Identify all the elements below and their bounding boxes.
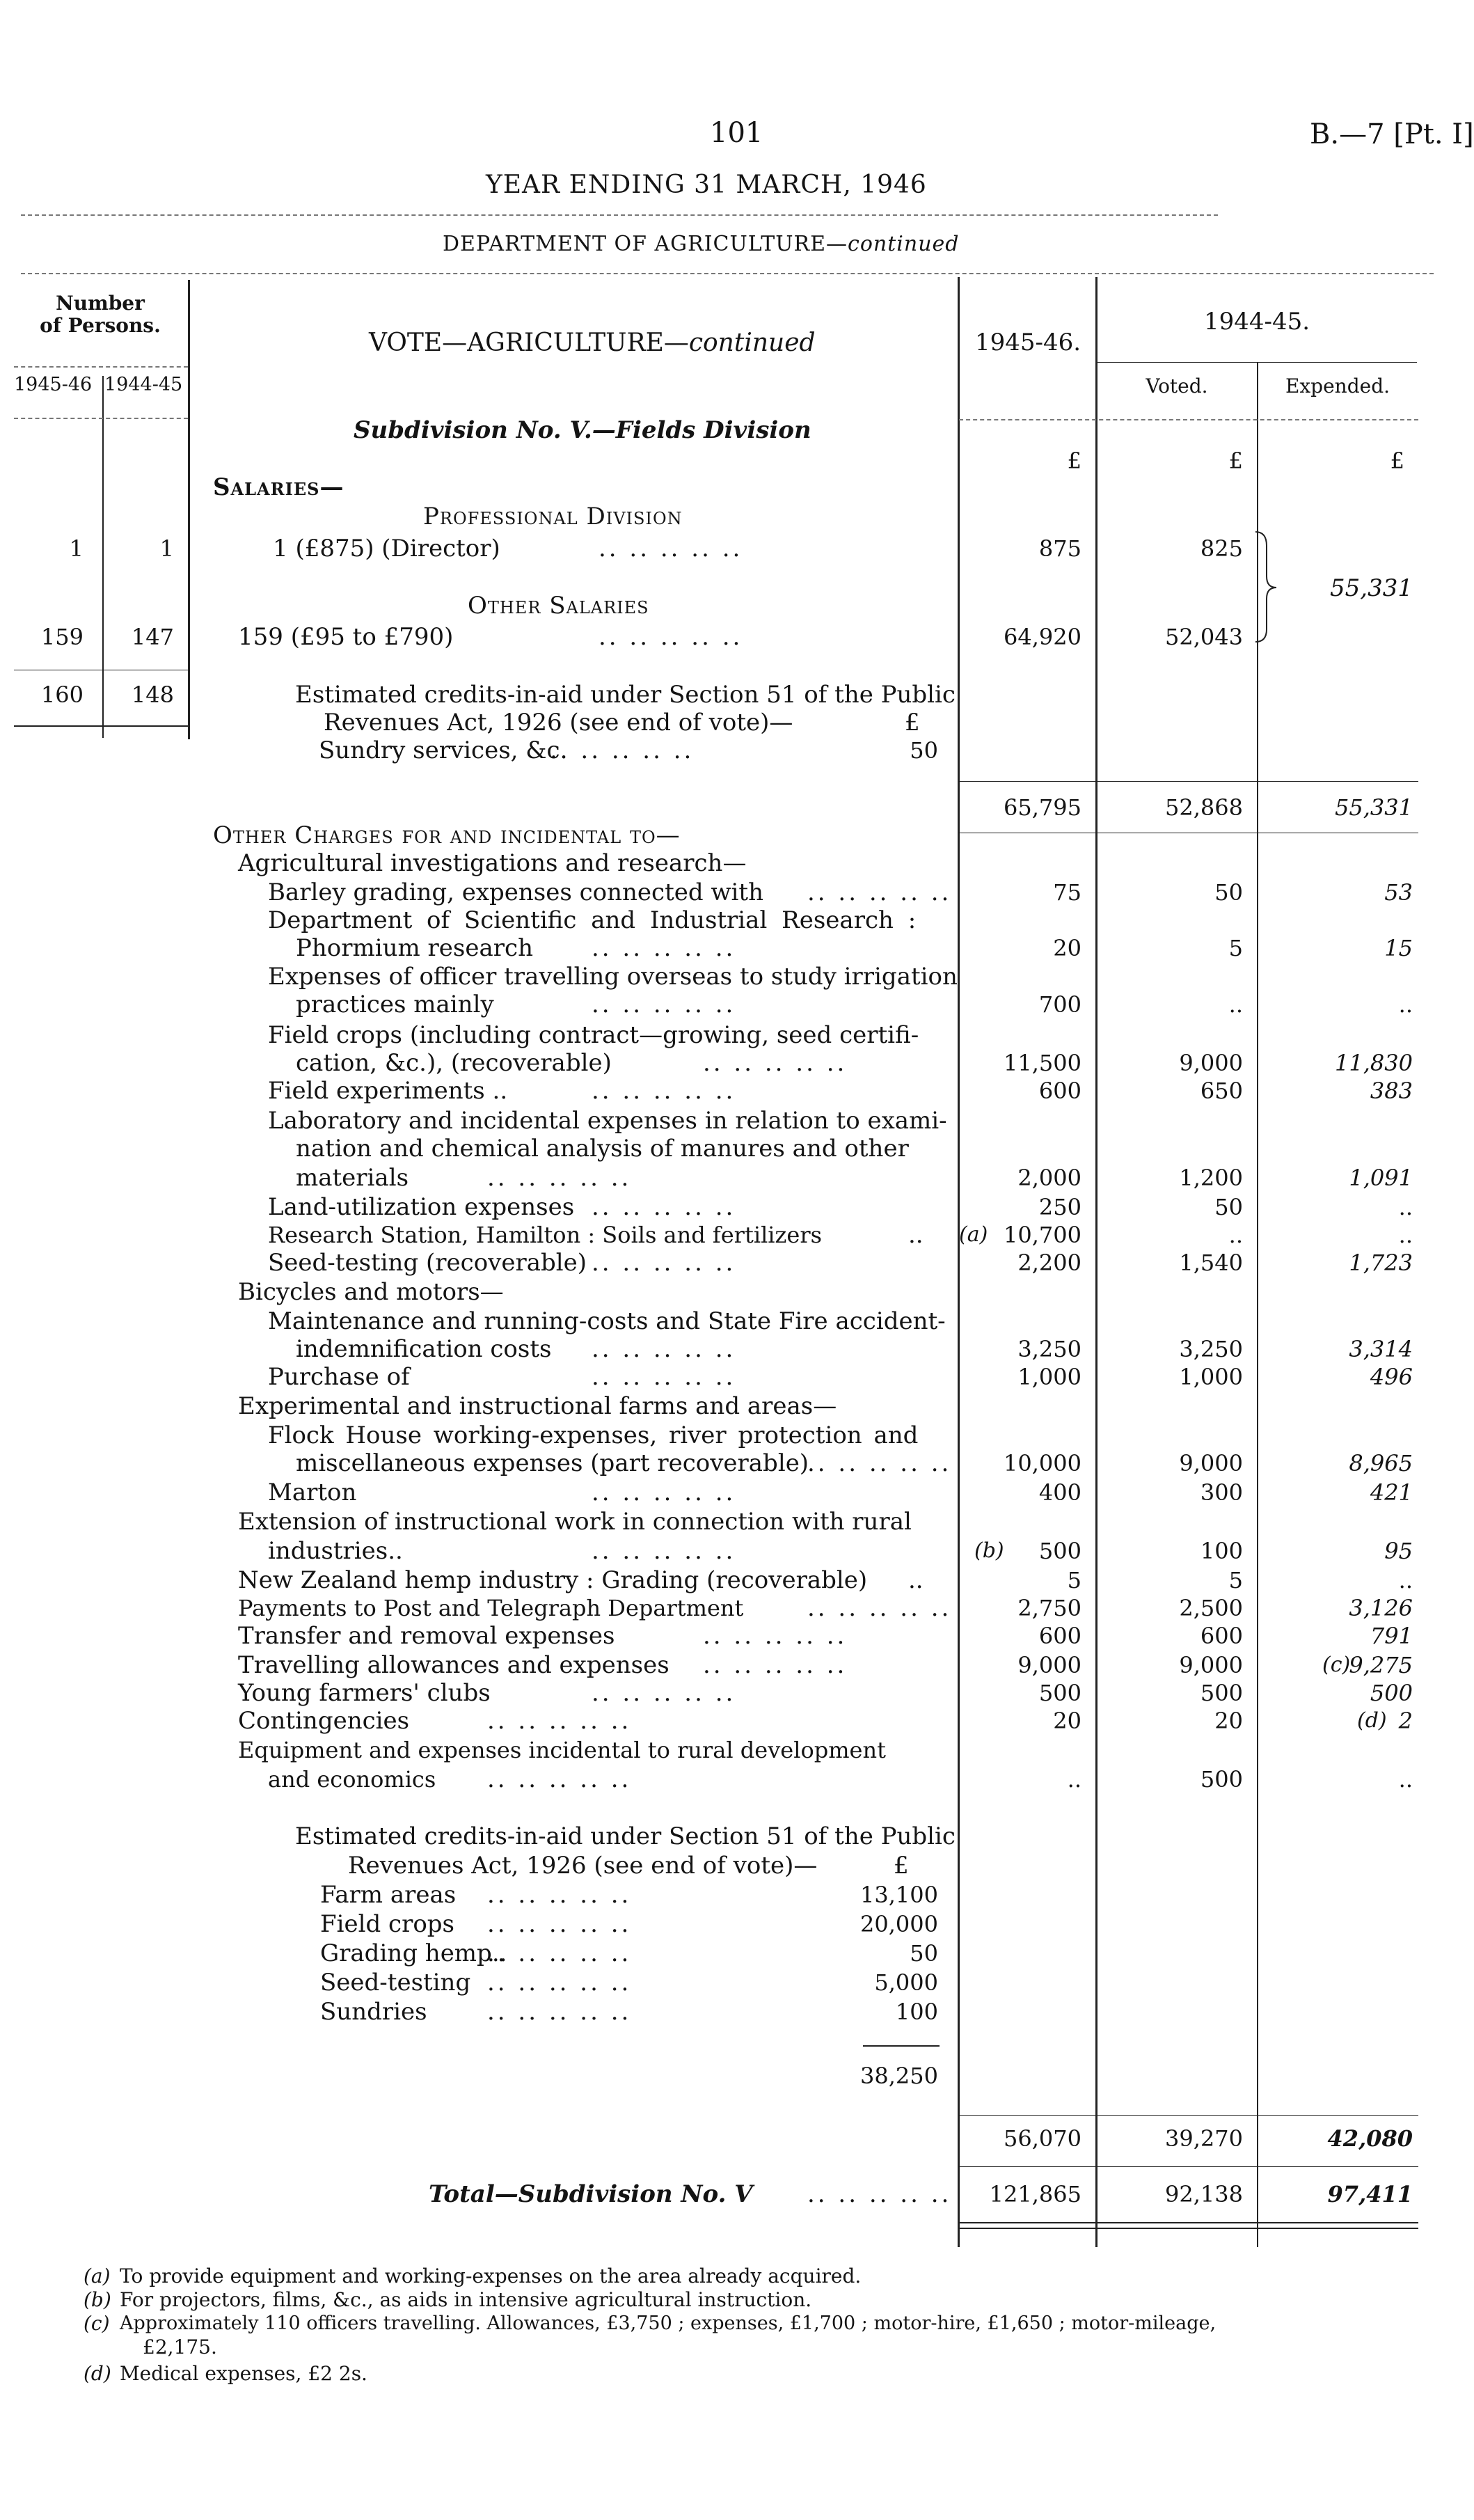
field-experiments-estimate: 600 bbox=[1038, 1078, 1081, 1104]
other-salaries-estimate: 64,920 bbox=[1004, 624, 1081, 650]
voted-currency: £ bbox=[1228, 448, 1243, 474]
total-estimate: 121,865 bbox=[989, 2181, 1081, 2207]
dot-leader: .. .. .. .. .. bbox=[592, 1537, 736, 1565]
total-persons-1944: 148 bbox=[131, 682, 174, 708]
dot-leader: .. .. .. .. .. bbox=[550, 737, 695, 764]
footnote-c-text: Approximately 110 officers travelling. Allowances, £3,750 ; expenses, £1,700 ; motor-hire, £1,650 ; motor-mileage, bbox=[120, 2313, 1217, 2334]
laboratory-expended: 1,091 bbox=[1349, 1165, 1413, 1191]
credit-farm-areas-label: Farm areas bbox=[320, 1881, 457, 1909]
purchase-expended: 496 bbox=[1370, 1364, 1413, 1390]
travelling-estimate: 9,000 bbox=[1017, 1652, 1081, 1678]
barley-estimate: 75 bbox=[1053, 879, 1081, 906]
dot-leader: .. .. .. .. .. bbox=[487, 1939, 632, 1967]
post-telegraph-label: Payments to Post and Telegraph Department bbox=[238, 1595, 744, 1621]
footnote-c-continuation: £2,175. bbox=[143, 2336, 217, 2358]
vote-heading-text: VOTE—AGRICULTURE— bbox=[369, 329, 689, 357]
travelling-expended: 9,275 bbox=[1349, 1652, 1413, 1678]
field-crops-voted: 9,000 bbox=[1179, 1050, 1243, 1076]
transfer-estimate: 600 bbox=[1038, 1623, 1081, 1649]
persons-year-2: 1944-45 bbox=[104, 374, 183, 395]
extension-voted: 100 bbox=[1200, 1538, 1243, 1564]
dot-leader: .. .. .. .. .. bbox=[592, 991, 736, 1018]
persons-divider bbox=[102, 376, 104, 738]
dot-leader: .. .. .. .. .. bbox=[599, 623, 743, 651]
charges-credits-line-1: Estimated credits-in-aid under Section 51 of the Public bbox=[295, 1822, 956, 1850]
document-reference: B.—7 [Pt. I] bbox=[1310, 118, 1474, 150]
subdivision-title: Subdivision No. V.—Fields Division bbox=[354, 416, 811, 444]
extension-expended: 95 bbox=[1384, 1538, 1413, 1564]
expended-currency: £ bbox=[1390, 448, 1404, 474]
flock-house-estimate: 10,000 bbox=[1004, 1450, 1081, 1476]
dot-leader: .. .. .. .. .. bbox=[592, 1479, 736, 1506]
contingencies-estimate: 20 bbox=[1053, 1708, 1081, 1734]
dot-leader: .. .. .. .. .. bbox=[592, 934, 736, 962]
maintenance-estimate: 3,250 bbox=[1017, 1336, 1081, 1362]
equipment-label-line-1: Equipment and expenses incidental to rural development bbox=[238, 1737, 886, 1763]
equipment-label-line-2: and economics bbox=[268, 1766, 436, 1793]
maintenance-expended: 3,314 bbox=[1349, 1336, 1413, 1362]
persons-bottom-rule bbox=[14, 725, 188, 727]
research-station-note: (a) bbox=[959, 1222, 988, 1247]
previous-year-rule bbox=[1097, 362, 1417, 363]
research-station-label: Research Station, Hamilton : Soils and fertilizers bbox=[268, 1222, 823, 1248]
equipment-estimate: .. bbox=[1067, 1766, 1081, 1793]
total-bottom-rule-2 bbox=[959, 2228, 1418, 2229]
equipment-voted: 500 bbox=[1200, 1766, 1243, 1793]
credit-field-crops-value: 20,000 bbox=[860, 1911, 938, 1937]
total-bottom-rule-1 bbox=[959, 2222, 1418, 2223]
header-rule bbox=[21, 214, 1218, 216]
other-salaries-voted: 52,043 bbox=[1165, 624, 1243, 650]
dot-leader: .. .. .. .. .. bbox=[592, 1363, 736, 1391]
extension-label-line-2: industries.. bbox=[268, 1537, 403, 1565]
flock-house-expended: 8,965 bbox=[1349, 1450, 1413, 1476]
department-title bbox=[443, 232, 959, 256]
dsir-voted: 5 bbox=[1228, 935, 1243, 961]
dot-leader: .. bbox=[908, 1566, 924, 1594]
marton-label: Marton bbox=[268, 1479, 357, 1506]
footnote-c-mark: (c) bbox=[84, 2312, 110, 2335]
persons-years-rule bbox=[14, 418, 188, 419]
credit-field-crops-label: Field crops bbox=[320, 1910, 455, 1938]
marton-voted: 300 bbox=[1200, 1479, 1243, 1506]
overseas-travel-label-line-2: practices mainly bbox=[296, 991, 494, 1018]
dot-leader: .. .. .. .. .. bbox=[487, 1707, 632, 1735]
footnote-b-text: For projectors, films, &c., as aids in intensive agricultural instruction. bbox=[120, 2288, 812, 2311]
charges-credits-line-2: Revenues Act, 1926 (see end of vote)— bbox=[348, 1852, 818, 1880]
dot-leader: .. .. .. .. .. bbox=[703, 1049, 848, 1077]
credit-sundries-label: Sundries bbox=[320, 1998, 427, 2026]
seed-testing-expended: 1,723 bbox=[1349, 1250, 1413, 1276]
persons-header-line-2: of Persons. bbox=[40, 314, 161, 337]
expended-header: Expended. bbox=[1285, 375, 1390, 397]
equipment-expended: .. bbox=[1398, 1766, 1413, 1793]
dot-leader: .. .. .. .. .. bbox=[487, 1881, 632, 1909]
land-utilization-estimate: 250 bbox=[1038, 1194, 1081, 1220]
director-voted: 825 bbox=[1200, 535, 1243, 562]
credit-seed-testing-label: Seed-testing bbox=[320, 1969, 471, 1997]
overseas-travel-label-line-1: Expenses of officer travelling overseas to study irrigation bbox=[268, 963, 958, 991]
dot-leader: .. .. .. .. .. bbox=[592, 1077, 736, 1105]
laboratory-estimate: 2,000 bbox=[1017, 1165, 1081, 1191]
director-estimate: 875 bbox=[1038, 535, 1081, 562]
dsir-expended: 15 bbox=[1384, 935, 1413, 961]
laboratory-label-line-2: nation and chemical analysis of manures and other bbox=[296, 1135, 909, 1163]
salaries-subtotal-voted: 52,868 bbox=[1165, 794, 1243, 821]
land-utilization-label: Land-utilization expenses bbox=[268, 1193, 575, 1221]
flock-house-label-line-2: miscellaneous expenses (part recoverable) bbox=[296, 1449, 809, 1477]
purchase-estimate: 1,000 bbox=[1017, 1364, 1081, 1390]
credit-grading-hemp-label: Grading hemp.. bbox=[320, 1939, 507, 1967]
credit-seed-testing-value: 5,000 bbox=[874, 1969, 938, 1996]
column-header-rule bbox=[959, 419, 1418, 420]
footnote-d-mark: (d) bbox=[84, 2362, 111, 2385]
farms-group-heading: Experimental and instructional farms and areas— bbox=[238, 1392, 837, 1420]
field-crops-estimate: 11,500 bbox=[1004, 1050, 1081, 1076]
dot-leader: .. .. .. .. .. bbox=[599, 535, 743, 562]
salaries-heading: Salaries— bbox=[213, 473, 344, 501]
extension-note: (b) bbox=[974, 1538, 1004, 1563]
barley-expended: 53 bbox=[1384, 879, 1413, 906]
field-experiments-expended: 383 bbox=[1370, 1078, 1413, 1104]
post-telegraph-voted: 2,500 bbox=[1179, 1595, 1243, 1621]
dot-leader: .. .. .. .. .. bbox=[487, 1164, 632, 1192]
other-salaries-label: 159 (£95 to £790) bbox=[238, 623, 454, 651]
dot-leader: .. .. .. .. .. bbox=[487, 1765, 632, 1793]
hemp-expended: .. bbox=[1398, 1567, 1413, 1593]
seed-testing-estimate: 2,200 bbox=[1017, 1250, 1081, 1276]
estimate-currency: £ bbox=[1067, 448, 1081, 474]
laboratory-label-line-1: Laboratory and incidental expenses in relation to exami- bbox=[268, 1107, 947, 1135]
sundry-value: 50 bbox=[910, 737, 938, 764]
persons-header bbox=[14, 292, 187, 337]
salaries-subtotal-rule bbox=[959, 781, 1418, 782]
vote-heading-continued: continued bbox=[688, 329, 816, 357]
land-utilization-expended: .. bbox=[1398, 1194, 1413, 1220]
footnote-a-mark: (a) bbox=[84, 2265, 111, 2287]
young-farmers-label: Young farmers' clubs bbox=[238, 1679, 491, 1707]
field-crops-label-line-1: Field crops (including contract—growing, seed certifi- bbox=[268, 1021, 919, 1049]
dot-leader: .. .. .. .. .. bbox=[592, 1193, 736, 1221]
department-rule bbox=[21, 273, 1434, 274]
dot-leader: .. .. .. .. .. bbox=[807, 1594, 952, 1622]
laboratory-label-line-3: materials bbox=[296, 1164, 409, 1192]
total-top-rule bbox=[959, 2166, 1418, 2167]
marton-estimate: 400 bbox=[1038, 1479, 1081, 1506]
maintenance-label-line-2: indemnification costs bbox=[296, 1335, 552, 1363]
department-name: DEPARTMENT OF AGRICULTURE— bbox=[443, 232, 848, 256]
flock-house-label-line-1: Flock House working-expenses, river protection and bbox=[268, 1422, 919, 1449]
transfer-voted: 600 bbox=[1200, 1623, 1243, 1649]
contingencies-expended: 2 bbox=[1398, 1708, 1413, 1734]
other-charges-heading: Other Charges for and incidental to— bbox=[213, 821, 681, 849]
credits-total-rule bbox=[863, 2045, 940, 2047]
research-station-voted: .. bbox=[1228, 1222, 1243, 1248]
footnote-b-mark: (b) bbox=[84, 2288, 111, 2311]
previous-year-header: 1944-45. bbox=[1203, 308, 1310, 336]
charges-subtotal-expended: 42,080 bbox=[1327, 2125, 1413, 2152]
transfer-expended: 791 bbox=[1370, 1623, 1413, 1649]
salaries-expended: 55,331 bbox=[1330, 574, 1413, 602]
charges-credits-currency: £ bbox=[894, 1852, 909, 1880]
extension-estimate: 500 bbox=[1038, 1538, 1081, 1564]
barley-label: Barley grading, expenses connected with bbox=[268, 879, 763, 906]
dot-leader: .. .. .. .. .. bbox=[592, 1249, 736, 1277]
charges-subtotal-voted: 39,270 bbox=[1165, 2125, 1243, 2152]
department-continued: continued bbox=[848, 232, 960, 256]
hemp-voted: 5 bbox=[1228, 1567, 1243, 1593]
bicycles-group-heading: Bicycles and motors— bbox=[238, 1278, 504, 1306]
salaries-credits-line-2: Revenues Act, 1926 (see end of vote)— bbox=[324, 709, 793, 737]
director-label: 1 (£875) (Director) bbox=[273, 535, 500, 562]
persons-header-rule bbox=[14, 366, 188, 368]
total-expended: 97,411 bbox=[1327, 2181, 1413, 2207]
dsir-label-line-2: Phormium research bbox=[296, 934, 533, 962]
post-telegraph-estimate: 2,750 bbox=[1017, 1595, 1081, 1621]
flock-house-voted: 9,000 bbox=[1179, 1450, 1243, 1476]
charges-subtotal-rule bbox=[959, 2115, 1418, 2116]
salaries-subtotal-expended: 55,331 bbox=[1335, 794, 1413, 821]
credit-farm-areas-value: 13,100 bbox=[860, 1882, 938, 1908]
field-crops-expended: 11,830 bbox=[1335, 1050, 1413, 1076]
overseas-travel-voted: .. bbox=[1228, 991, 1243, 1018]
estimate-header: 1945-46. bbox=[974, 329, 1081, 356]
research-station-expended: .. bbox=[1398, 1222, 1413, 1248]
vote-heading bbox=[369, 329, 816, 357]
travelling-note: (c) bbox=[1322, 1653, 1351, 1677]
post-telegraph-expended: 3,126 bbox=[1349, 1595, 1413, 1621]
persons-header-line-1: Number bbox=[56, 292, 145, 315]
dot-leader: .. .. .. .. .. bbox=[487, 1998, 632, 2026]
professional-division-heading: Professional Division bbox=[423, 503, 683, 530]
salaries-credits-line-1: Estimated credits-in-aid under Section 51 of the Public bbox=[295, 681, 956, 709]
footnote-a-text: To provide equipment and working-expenses on the area already acquired. bbox=[120, 2265, 862, 2287]
purchase-label: Purchase of bbox=[268, 1363, 410, 1391]
total-subdivision-label: Total—Subdivision No. V bbox=[429, 2180, 753, 2208]
dsir-label-line-1: Department of Scientific and Industrial Research : bbox=[268, 906, 917, 934]
salaries-subtotal-estimate: 65,795 bbox=[1004, 794, 1081, 821]
total-voted: 92,138 bbox=[1165, 2181, 1243, 2207]
other-salaries-heading: Other Salaries bbox=[468, 592, 649, 620]
dot-leader: .. bbox=[908, 1221, 924, 1249]
overseas-travel-expended: .. bbox=[1398, 991, 1413, 1018]
year-title: YEAR ENDING 31 MARCH, 1946 bbox=[486, 171, 927, 199]
hemp-estimate: 5 bbox=[1067, 1567, 1081, 1593]
travelling-voted: 9,000 bbox=[1179, 1652, 1243, 1678]
persons-year-1: 1945-46 bbox=[14, 374, 93, 395]
director-persons-1945: 1 bbox=[69, 535, 84, 562]
research-station-estimate: 10,700 bbox=[1004, 1222, 1081, 1248]
dot-leader: .. .. .. .. .. bbox=[807, 2180, 952, 2208]
barley-voted: 50 bbox=[1214, 879, 1243, 906]
director-persons-1944: 1 bbox=[159, 535, 174, 562]
transfer-label: Transfer and removal expenses bbox=[238, 1622, 615, 1650]
sundry-label: Sundry services, &c. bbox=[319, 737, 568, 764]
estimate-left-border bbox=[958, 277, 960, 2247]
travelling-label: Travelling allowances and expenses bbox=[238, 1651, 669, 1679]
contingencies-voted: 20 bbox=[1214, 1708, 1243, 1734]
young-farmers-estimate: 500 bbox=[1038, 1680, 1081, 1706]
footnote-d-text: Medical expenses, £2 2s. bbox=[120, 2362, 367, 2385]
hemp-label: New Zealand hemp industry : Grading (recoverable) bbox=[238, 1566, 868, 1594]
young-farmers-expended: 500 bbox=[1370, 1680, 1413, 1706]
overseas-travel-estimate: 700 bbox=[1038, 991, 1081, 1018]
credits-total: 38,250 bbox=[860, 2063, 938, 2089]
seed-testing-voted: 1,540 bbox=[1179, 1250, 1243, 1276]
extension-label-line-1: Extension of instructional work in connection with rural bbox=[238, 1508, 912, 1536]
page-number: 101 bbox=[710, 117, 763, 149]
dot-leader: .. .. .. .. .. bbox=[487, 1969, 632, 1997]
dsir-estimate: 20 bbox=[1053, 935, 1081, 961]
land-utilization-voted: 50 bbox=[1214, 1194, 1243, 1220]
research-group-heading: Agricultural investigations and research— bbox=[238, 849, 747, 877]
persons-right-border bbox=[188, 280, 190, 739]
dot-leader: .. .. .. .. .. bbox=[807, 879, 952, 906]
credit-sundries-value: 100 bbox=[895, 1999, 938, 2025]
field-crops-label-line-2: cation, &c.), (recoverable) bbox=[296, 1049, 612, 1077]
credit-grading-hemp-value: 50 bbox=[910, 1940, 938, 1967]
contingencies-note: (d) bbox=[1357, 1708, 1387, 1733]
voted-header: Voted. bbox=[1146, 375, 1208, 397]
maintenance-label-line-1: Maintenance and running-costs and State Fire accident- bbox=[268, 1307, 946, 1335]
other-persons-1945: 159 bbox=[40, 624, 84, 650]
dot-leader: .. .. .. .. .. bbox=[592, 1679, 736, 1707]
purchase-voted: 1,000 bbox=[1179, 1364, 1243, 1390]
seed-testing-label: Seed-testing (recoverable) bbox=[268, 1249, 587, 1277]
total-persons-1945: 160 bbox=[40, 682, 84, 708]
other-persons-1944: 147 bbox=[131, 624, 174, 650]
marton-expended: 421 bbox=[1370, 1479, 1413, 1506]
young-farmers-voted: 500 bbox=[1200, 1680, 1243, 1706]
dot-leader: .. .. .. .. .. bbox=[703, 1651, 848, 1679]
laboratory-voted: 1,200 bbox=[1179, 1165, 1243, 1191]
maintenance-voted: 3,250 bbox=[1179, 1336, 1243, 1362]
contingencies-label: Contingencies bbox=[238, 1707, 410, 1735]
field-experiments-voted: 650 bbox=[1200, 1078, 1243, 1104]
dot-leader: .. .. .. .. .. bbox=[703, 1622, 848, 1650]
dot-leader: .. .. .. .. .. bbox=[592, 1335, 736, 1363]
dot-leader: .. .. .. .. .. bbox=[807, 1449, 952, 1477]
dot-leader: .. .. .. .. .. bbox=[487, 1910, 632, 1938]
salaries-credits-currency: £ bbox=[905, 709, 920, 737]
charges-subtotal-estimate: 56,070 bbox=[1004, 2125, 1081, 2152]
field-experiments-label: Field experiments .. bbox=[268, 1077, 508, 1105]
